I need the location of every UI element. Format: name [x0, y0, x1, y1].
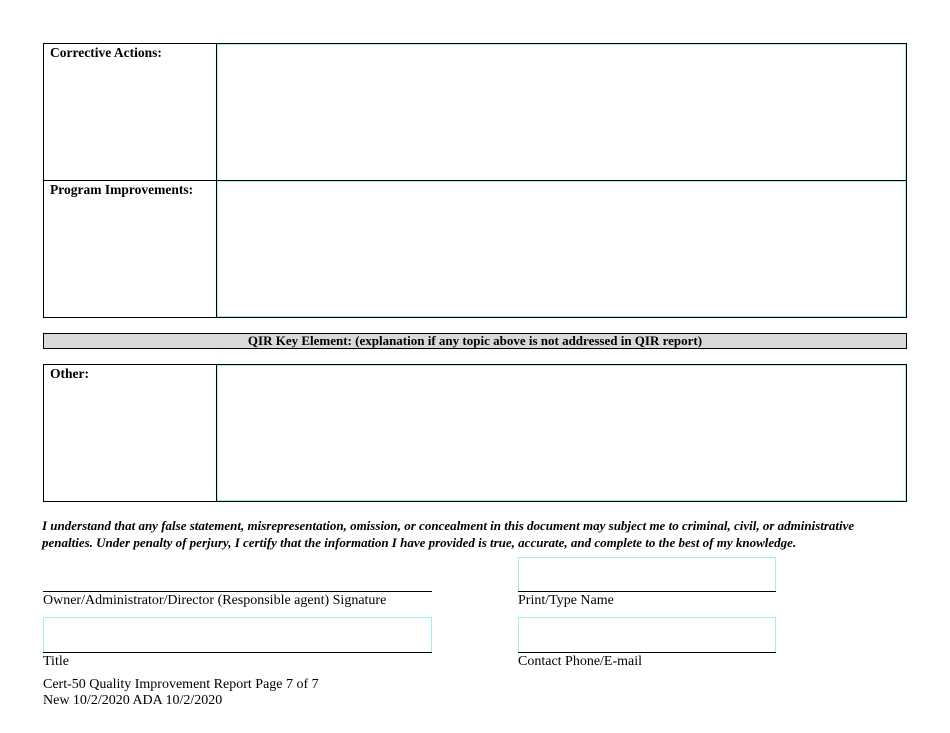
corrective-program-table [43, 43, 907, 318]
title-caption: Title [43, 654, 69, 669]
print-name-field[interactable] [518, 557, 776, 591]
corrective-actions-field[interactable] [217, 44, 906, 181]
qir-key-element-banner: QIR Key Element: (explanation if any topic above is not addressed in QIR report) [43, 333, 907, 349]
signature-line[interactable] [43, 591, 432, 592]
title-line [43, 652, 432, 653]
other-table [43, 364, 907, 502]
contact-line [518, 652, 776, 653]
print-name-caption: Print/Type Name [518, 593, 614, 608]
page-footer [43, 677, 319, 709]
print-name-line [518, 591, 776, 592]
other-field[interactable] [217, 365, 906, 501]
contact-field[interactable] [518, 617, 776, 652]
corrective-actions-label: Corrective Actions: [44, 44, 217, 181]
footer-form-title: Cert-50 Quality Improvement Report Page 7 of 7 [43, 677, 319, 692]
program-improvements-label: Program Improvements: [44, 181, 217, 317]
title-field[interactable] [43, 617, 432, 652]
footer-revision: New 10/2/2020 ADA 10/2/2020 [43, 693, 223, 708]
certification-statement: I understand that any false statement, misrepresentation, omission, or concealment in this document may subject me to criminal, civil, or administrative penalties. Under penalty of perjury, I certify that the information I have provided is true, accurate, and complete to the best of my knowledge. [42, 518, 855, 550]
signature-caption: Owner/Administrator/Director (Responsible agent) Signature [43, 593, 387, 608]
program-improvements-field[interactable] [217, 181, 906, 317]
other-label: Other: [44, 365, 217, 501]
contact-caption: Contact Phone/E-mail [518, 654, 643, 669]
